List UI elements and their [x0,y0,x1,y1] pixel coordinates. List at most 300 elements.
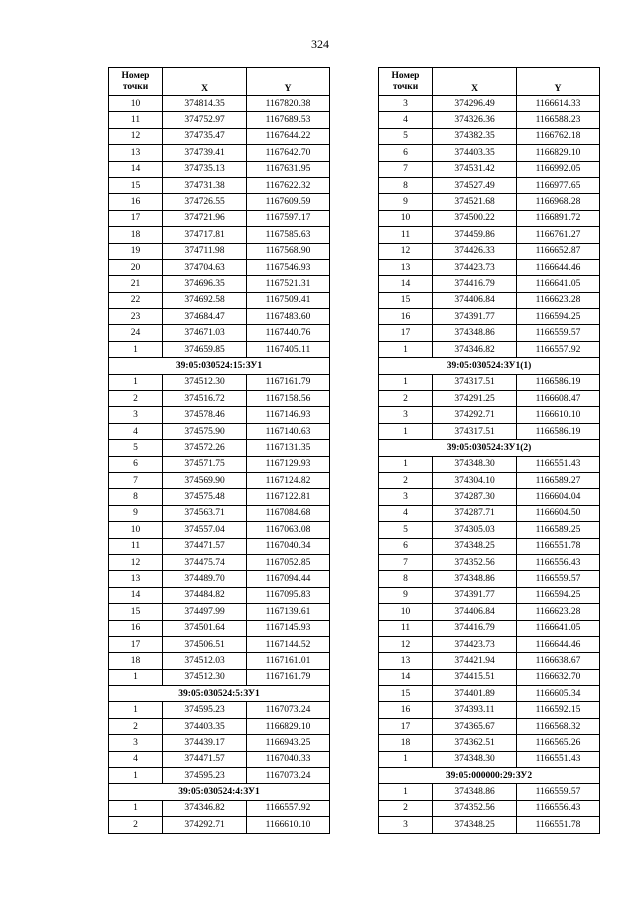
table-row [379,210,600,226]
x-coordinate-cell: 374403.35 [163,718,247,734]
y-coordinate-cell: 1167631.95 [247,161,330,177]
point-number-cell: 7 [379,554,433,570]
x-coordinate-cell: 374348.25 [433,538,517,554]
x-coordinate-cell: 374721.96 [163,210,247,226]
y-coordinate-cell: 1166592.15 [517,702,600,718]
x-coordinate-cell: 374401.89 [433,686,517,702]
x-coordinate-cell: 374671.03 [163,325,247,341]
table-row [109,489,330,505]
table-row [379,407,600,423]
x-coordinate-cell: 374471.57 [163,751,247,767]
table-row [109,210,330,226]
point-number-cell: 2 [109,718,163,734]
y-coordinate-cell: 1166588.23 [517,112,600,128]
x-coordinate-cell: 374717.81 [163,227,247,243]
y-coordinate-cell: 1166551.43 [517,456,600,472]
table-row [379,653,600,669]
y-coordinate-cell: 1166586.19 [517,374,600,390]
point-number-cell: 1 [379,341,433,357]
x-coordinate-cell: 374752.97 [163,112,247,128]
y-coordinate-cell: 1167084.68 [247,505,330,521]
x-coordinate-cell: 374393.11 [433,702,517,718]
point-number-cell: 17 [379,325,433,341]
section-header-row [109,784,330,800]
section-header-row [379,768,600,784]
table-row [109,96,330,112]
y-coordinate-cell: 1166644.46 [517,259,600,275]
point-number-cell: 17 [379,718,433,734]
section-header-row [379,440,600,456]
table-row [109,538,330,554]
point-number-cell: 6 [379,145,433,161]
table-row [379,669,600,685]
y-coordinate-cell: 1166589.25 [517,522,600,538]
y-coordinate-cell: 1166762.18 [517,128,600,144]
table-row [109,325,330,341]
table-row [109,751,330,767]
point-number-cell: 11 [379,620,433,636]
y-coordinate-cell: 1166610.10 [247,817,330,833]
y-coordinate-cell: 1167052.85 [247,554,330,570]
table-row [109,735,330,751]
y-coordinate-cell: 1167063.08 [247,522,330,538]
parcel-id-label: 39:05:030524:15:ЗУ1 [109,358,330,374]
table-row [109,440,330,456]
point-number-cell: 22 [109,292,163,308]
y-coordinate-cell: 1166943.25 [247,735,330,751]
y-coordinate-cell: 1166559.57 [517,784,600,800]
y-coordinate-cell: 1166632.70 [517,669,600,685]
table-row [109,194,330,210]
x-coordinate-cell: 374305.03 [433,522,517,538]
point-number-cell: 2 [109,391,163,407]
table-row [379,259,600,275]
x-coordinate-cell: 374416.79 [433,276,517,292]
point-number-cell: 2 [379,800,433,816]
y-coordinate-cell: 1167073.24 [247,768,330,784]
table-row [109,718,330,734]
table-row [109,341,330,357]
x-coordinate-cell: 374471.57 [163,538,247,554]
table-row [379,620,600,636]
y-coordinate-cell: 1166641.05 [517,276,600,292]
y-coordinate-cell: 1167146.93 [247,407,330,423]
y-coordinate-cell: 1166761.27 [517,227,600,243]
x-coordinate-cell: 374403.35 [433,145,517,161]
point-number-cell: 5 [379,522,433,538]
x-coordinate-cell: 374352.56 [433,554,517,570]
table-row [109,669,330,685]
point-number-cell: 11 [379,227,433,243]
y-coordinate-cell: 1166968.28 [517,194,600,210]
x-coordinate-cell: 374382.35 [433,128,517,144]
table-row [379,391,600,407]
x-coordinate-cell: 374575.90 [163,423,247,439]
point-number-cell: 1 [379,423,433,439]
y-coordinate-cell: 1166623.28 [517,604,600,620]
point-number-cell: 5 [379,128,433,144]
point-number-cell: 12 [379,243,433,259]
point-number-cell: 18 [109,227,163,243]
point-number-cell: 21 [109,276,163,292]
x-coordinate-cell: 374711.98 [163,243,247,259]
y-coordinate-cell: 1167140.63 [247,423,330,439]
point-number-cell: 1 [379,374,433,390]
y-coordinate-cell: 1167521.31 [247,276,330,292]
table-row [379,571,600,587]
y-coordinate-cell: 1167622.32 [247,177,330,193]
table-row [379,309,600,325]
y-coordinate-cell: 1166568.32 [517,718,600,734]
x-coordinate-cell: 374292.71 [433,407,517,423]
x-coordinate-cell: 374571.75 [163,456,247,472]
y-coordinate-cell: 1167139.61 [247,604,330,620]
x-coordinate-cell: 374406.84 [433,604,517,620]
x-coordinate-cell: 374484.82 [163,587,247,603]
point-number-cell: 16 [109,620,163,636]
point-number-cell: 14 [379,669,433,685]
x-coordinate-cell: 374416.79 [433,620,517,636]
y-coordinate-cell: 1167642.70 [247,145,330,161]
y-coordinate-cell: 1166641.05 [517,620,600,636]
y-coordinate-cell: 1166608.47 [517,391,600,407]
x-coordinate-cell: 374739.41 [163,145,247,161]
table-row [109,391,330,407]
point-number-cell: 3 [379,407,433,423]
x-coordinate-cell: 374423.73 [433,636,517,652]
column-header-y: Y [517,68,600,96]
point-number-cell: 1 [109,702,163,718]
y-coordinate-cell: 1167644.22 [247,128,330,144]
table-row [379,227,600,243]
y-coordinate-cell: 1167568.90 [247,243,330,259]
x-coordinate-cell: 374726.55 [163,194,247,210]
y-coordinate-cell: 1167609.59 [247,194,330,210]
table-row [379,96,600,112]
x-coordinate-cell: 374595.23 [163,768,247,784]
table-row [109,145,330,161]
parcel-id-label: 39:05:030524:5:ЗУ1 [109,686,330,702]
y-coordinate-cell: 1167158.56 [247,391,330,407]
point-number-cell: 3 [109,735,163,751]
table-row [379,784,600,800]
table-row [109,309,330,325]
table-row [109,276,330,292]
point-number-cell: 17 [109,210,163,226]
table-row [109,620,330,636]
x-coordinate-cell: 374527.49 [433,177,517,193]
point-number-cell: 15 [109,177,163,193]
x-coordinate-cell: 374291.25 [433,391,517,407]
point-number-cell: 11 [109,112,163,128]
x-coordinate-cell: 374459.86 [433,227,517,243]
point-number-cell: 2 [109,817,163,833]
y-coordinate-cell: 1166551.78 [517,817,600,833]
point-number-cell: 4 [109,423,163,439]
x-coordinate-cell: 374352.56 [433,800,517,816]
x-coordinate-cell: 374391.77 [433,309,517,325]
x-coordinate-cell: 374415.51 [433,669,517,685]
x-coordinate-cell: 374348.25 [433,817,517,833]
table-row [379,112,600,128]
x-coordinate-cell: 374512.30 [163,374,247,390]
table-row [379,161,600,177]
x-coordinate-cell: 374512.03 [163,653,247,669]
x-coordinate-cell: 374287.30 [433,489,517,505]
table-row [109,653,330,669]
point-number-cell: 19 [109,243,163,259]
section-header-row [379,358,600,374]
table-row [379,505,600,521]
table-row [109,112,330,128]
x-coordinate-cell: 374296.49 [433,96,517,112]
point-number-cell: 3 [379,489,433,505]
point-number-cell: 1 [379,751,433,767]
table-row [379,686,600,702]
y-coordinate-cell: 1166605.34 [517,686,600,702]
table-header-row [109,68,330,96]
point-number-cell: 1 [109,768,163,784]
table-row [109,227,330,243]
point-number-cell: 16 [109,194,163,210]
point-number-cell: 8 [109,489,163,505]
y-coordinate-cell: 1167040.33 [247,751,330,767]
parcel-id-label: 39:05:030524:ЗУ1(2) [379,440,600,456]
point-number-cell: 1 [379,784,433,800]
table-row [109,505,330,521]
table-row [379,128,600,144]
x-coordinate-cell: 374423.73 [433,259,517,275]
point-number-cell: 1 [109,800,163,816]
y-coordinate-cell: 1166594.25 [517,309,600,325]
table-row [109,636,330,652]
x-coordinate-cell: 374692.58 [163,292,247,308]
point-number-cell: 10 [379,604,433,620]
y-coordinate-cell: 1166992.05 [517,161,600,177]
x-coordinate-cell: 374426.33 [433,243,517,259]
x-coordinate-cell: 374326.36 [433,112,517,128]
page-number: 324 [311,37,329,51]
table-row [379,522,600,538]
y-coordinate-cell: 1166614.33 [517,96,600,112]
table-row [379,554,600,570]
x-coordinate-cell: 374365.67 [433,718,517,734]
x-coordinate-cell: 374501.64 [163,620,247,636]
table-row [379,374,600,390]
table-row [379,489,600,505]
y-coordinate-cell: 1167131.35 [247,440,330,456]
x-coordinate-cell: 374348.86 [433,784,517,800]
table-row [109,161,330,177]
y-coordinate-cell: 1167073.24 [247,702,330,718]
x-coordinate-cell: 374735.47 [163,128,247,144]
x-coordinate-cell: 374500.22 [433,210,517,226]
x-coordinate-cell: 374572.26 [163,440,247,456]
x-coordinate-cell: 374557.04 [163,522,247,538]
y-coordinate-cell: 1166644.46 [517,636,600,652]
x-coordinate-cell: 374684.47 [163,309,247,325]
y-coordinate-cell: 1167145.93 [247,620,330,636]
y-coordinate-cell: 1166556.43 [517,554,600,570]
x-coordinate-cell: 374516.72 [163,391,247,407]
table-row [109,604,330,620]
y-coordinate-cell: 1166829.10 [517,145,600,161]
table-row [379,292,600,308]
table-row [379,538,600,554]
point-number-cell: 16 [379,309,433,325]
table-row [379,718,600,734]
table-row [379,800,600,816]
point-number-cell: 1 [109,341,163,357]
x-coordinate-cell: 374575.48 [163,489,247,505]
y-coordinate-cell: 1166551.43 [517,751,600,767]
point-number-cell: 7 [379,161,433,177]
point-number-cell: 14 [379,276,433,292]
x-coordinate-cell: 374287.71 [433,505,517,521]
x-coordinate-cell: 374348.86 [433,325,517,341]
point-number-cell: 12 [109,128,163,144]
point-number-cell: 10 [109,96,163,112]
y-coordinate-cell: 1167040.34 [247,538,330,554]
point-number-cell: 15 [379,686,433,702]
table-row [379,177,600,193]
point-number-cell: 3 [109,407,163,423]
table-row [379,751,600,767]
point-number-cell: 9 [379,194,433,210]
x-coordinate-cell: 374506.51 [163,636,247,652]
table-row [109,456,330,472]
parcel-id-label: 39:05:030524:4:ЗУ1 [109,784,330,800]
point-number-cell: 3 [379,96,433,112]
point-number-cell: 4 [379,112,433,128]
y-coordinate-cell: 1167440.76 [247,325,330,341]
point-number-cell: 1 [109,374,163,390]
point-number-cell: 10 [379,210,433,226]
point-number-cell: 5 [109,440,163,456]
point-number-cell: 13 [379,259,433,275]
point-number-cell: 10 [109,522,163,538]
y-coordinate-cell: 1166652.87 [517,243,600,259]
y-coordinate-cell: 1167124.82 [247,472,330,488]
table-header-row [379,68,600,96]
table-row [379,472,600,488]
y-coordinate-cell: 1167820.38 [247,96,330,112]
table-row [109,128,330,144]
y-coordinate-cell: 1166829.10 [247,718,330,734]
table-row [379,587,600,603]
table-row [109,472,330,488]
table-row [109,587,330,603]
x-coordinate-cell: 374475.74 [163,554,247,570]
y-coordinate-cell: 1166623.28 [517,292,600,308]
x-coordinate-cell: 374348.30 [433,456,517,472]
x-coordinate-cell: 374595.23 [163,702,247,718]
y-coordinate-cell: 1166557.92 [247,800,330,816]
point-number-cell: 24 [109,325,163,341]
table-row [109,554,330,570]
table-row [109,259,330,275]
table-row [109,571,330,587]
point-number-cell: 9 [109,505,163,521]
x-coordinate-cell: 374731.38 [163,177,247,193]
y-coordinate-cell: 1167095.83 [247,587,330,603]
table-row [379,423,600,439]
point-number-cell: 3 [379,817,433,833]
x-coordinate-cell: 374569.90 [163,472,247,488]
column-header-x: X [433,68,517,96]
x-coordinate-cell: 374735.13 [163,161,247,177]
x-coordinate-cell: 374814.35 [163,96,247,112]
x-coordinate-cell: 374292.71 [163,817,247,833]
table-row [379,735,600,751]
point-number-cell: 4 [109,751,163,767]
y-coordinate-cell: 1167597.17 [247,210,330,226]
point-number-cell: 17 [109,636,163,652]
point-number-cell: 8 [379,571,433,587]
column-header-x: X [163,68,247,96]
y-coordinate-cell: 1167144.52 [247,636,330,652]
x-coordinate-cell: 374391.77 [433,587,517,603]
y-coordinate-cell: 1166565.26 [517,735,600,751]
y-coordinate-cell: 1166604.50 [517,505,600,521]
table-row [379,243,600,259]
point-number-cell: 18 [379,735,433,751]
table-row [379,325,600,341]
x-coordinate-cell: 374362.51 [433,735,517,751]
x-coordinate-cell: 374406.84 [433,292,517,308]
point-number-cell: 11 [109,538,163,554]
point-number-cell: 14 [109,161,163,177]
column-header-point: Номер точки [379,68,433,96]
y-coordinate-cell: 1166977.65 [517,177,600,193]
parcel-id-label: 39:05:030524:ЗУ1(1) [379,358,600,374]
x-coordinate-cell: 374304.10 [433,472,517,488]
point-number-cell: 2 [379,472,433,488]
point-number-cell: 13 [109,145,163,161]
table-row [379,604,600,620]
table-row [109,817,330,833]
x-coordinate-cell: 374348.30 [433,751,517,767]
y-coordinate-cell: 1166586.19 [517,423,600,439]
x-coordinate-cell: 374531.42 [433,161,517,177]
column-header-point: Номер точки [109,68,163,96]
table-row [109,702,330,718]
x-coordinate-cell: 374659.85 [163,341,247,357]
point-number-cell: 12 [379,636,433,652]
point-number-cell: 7 [109,472,163,488]
table-row [109,522,330,538]
table-row [379,456,600,472]
point-number-cell: 13 [109,571,163,587]
table-row [379,145,600,161]
point-number-cell: 1 [379,456,433,472]
table-row [379,817,600,833]
y-coordinate-cell: 1167161.01 [247,653,330,669]
y-coordinate-cell: 1167122.81 [247,489,330,505]
table-row [379,341,600,357]
x-coordinate-cell: 374512.30 [163,669,247,685]
point-number-cell: 2 [379,391,433,407]
y-coordinate-cell: 1167094.44 [247,571,330,587]
y-coordinate-cell: 1167509.41 [247,292,330,308]
x-coordinate-cell: 374317.51 [433,423,517,439]
point-number-cell: 23 [109,309,163,325]
x-coordinate-cell: 374521.68 [433,194,517,210]
column-header-y: Y [247,68,330,96]
table-row [109,768,330,784]
x-coordinate-cell: 374348.86 [433,571,517,587]
coordinates-table-right [378,67,600,834]
